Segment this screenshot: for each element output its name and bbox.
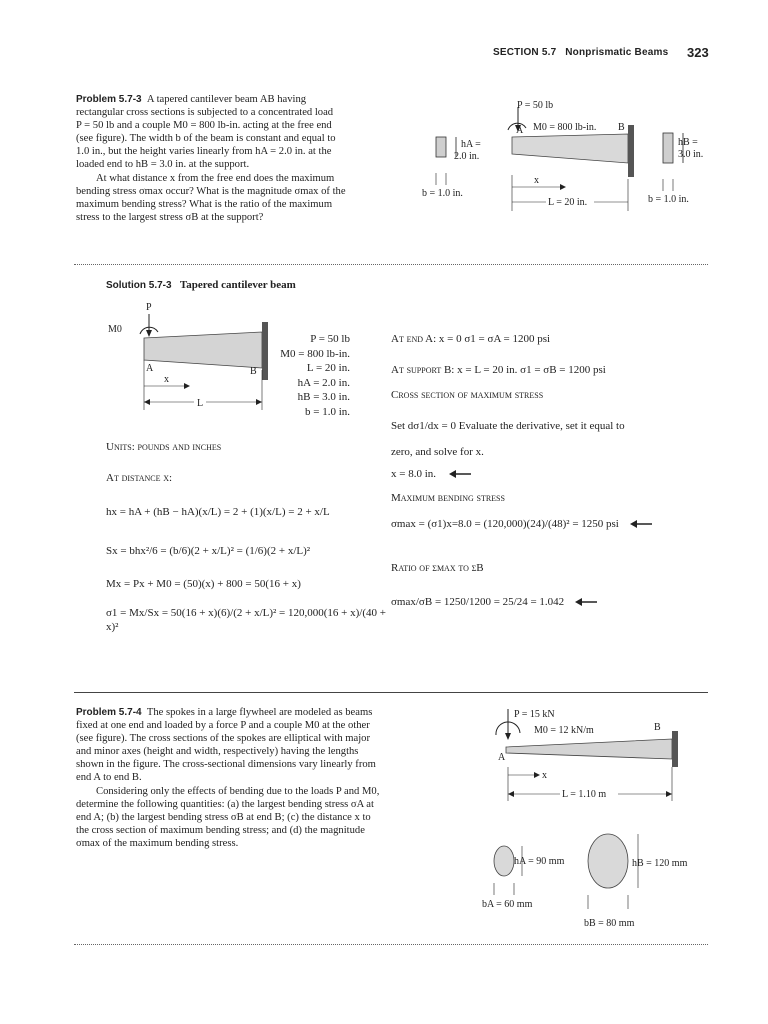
fig1-hb-value: 3.0 in.: [678, 149, 704, 160]
solve-text: zero, and solve for x.: [391, 446, 484, 458]
fig2-p-label: P = 15 kN: [514, 709, 555, 720]
ratio-heading: Ratio of σmax to σB: [391, 562, 484, 574]
max-bending-heading: Maximum bending stress: [391, 492, 505, 504]
equation-hx: hx = hA + (hB − hA)(x/L) = 2 + (1)(x/L) = 2 + x/L: [106, 506, 330, 518]
fig1-ha-value: 2.0 in.: [454, 151, 480, 162]
sol-fig-a: A: [146, 363, 154, 374]
fig1-a-label: A: [516, 125, 524, 136]
divider-2: [74, 692, 708, 693]
x-result: x = 8.0 in.: [391, 468, 471, 480]
sol-fig-p: P: [146, 302, 152, 313]
fig1-x-label: x: [534, 175, 539, 186]
fig1-b-right: b = 1.0 in.: [648, 194, 689, 205]
sol-fig-x: x: [164, 374, 169, 385]
fig2-b-label: B: [654, 722, 661, 733]
fig2-bb-label: bB = 80 mm: [584, 918, 635, 929]
fig1-p-label: P = 50 lb: [517, 100, 554, 111]
divider-3: [74, 944, 708, 945]
set-derivative-text: Set dσ1/dx = 0 Evaluate the derivative, set it equal to: [391, 420, 625, 432]
units-note: Units: pounds and inches: [106, 441, 222, 453]
ratio-result: σmax/σB = 1250/1200 = 25/24 = 1.042: [391, 596, 597, 608]
fig1-b-label: B: [618, 122, 625, 133]
sol-fig-l: L: [197, 398, 204, 409]
divider-1: [74, 264, 708, 265]
fig1-ha-label: hA =: [461, 139, 481, 150]
sol-fig-m0: M0: [108, 324, 122, 335]
solution-figure: [100, 298, 280, 416]
problem-5-7-3-text: Problem 5.7-3 A tapered cantilever beam AB having rectangular cross sections is subjected to a concentrated load P = 50 lb and a couple M0 = 800 lb-in. acting at the free end (see figure). The width b of the beam is constant and equal to 1.0 in., but the height varies linearly from hA = 2.0 in. at the loaded end to hB = 3.0 in. at the support. At what distance x from the free end does the maximum bending stress σmax occur? What is the magnitude σmax of the maximum bending stress? What is the ratio of the maximum stress to the largest stress σB at the support?: [76, 94, 346, 223]
problem-label: Problem 5.7-3: [76, 94, 142, 105]
result-arrow-icon: [449, 470, 471, 478]
figure-5-7-4: [470, 703, 710, 933]
equation-mx: Mx = Px + M0 = (50)(x) + 800 = 50(16 + x): [106, 578, 301, 590]
fig1-l-label: L = 20 in.: [548, 197, 588, 208]
fig1-m-label: M0 = 800 lb-in.: [533, 122, 597, 133]
fig2-a-label: A: [498, 752, 506, 763]
fig2-ba-label: bA = 60 mm: [482, 899, 533, 910]
problem-5-7-4-text: Problem 5.7-4 The spokes in a large flywheel are modeled as beams fixed at one end and loaded by a force P and a couple M0 at the other (see figure). The cross sections of the spokes are elliptical with major and minor axes (height and width, respectively) having the lengths shown in the figure. The cross-sectional dimensions vary linearly from end A to end B. Considering only the effects of bending due to the loads P and M0, determine the following quantities: (a) the largest bending stress σA at end A; (b) the largest bending stress σB at end B; (c) the distance x to the cross section of maximum bending stress; and (d) the magnitude σmax of the maximum bending stress.: [76, 707, 380, 849]
fig1-b-left: b = 1.0 in.: [422, 188, 463, 199]
figure-5-7-3: [420, 95, 720, 215]
running-header-section: [493, 47, 668, 58]
sigma-max-result: σmax = (σ1)x=8.0 = (120,000)(24)/(48)² = 1250 psi: [391, 518, 652, 530]
solution-heading: [106, 279, 296, 291]
problem-label: Problem 5.7-4: [76, 707, 142, 718]
equation-sigma1: σ1 = Mx/Sx = 50(16 + x)(6)/(2 + x/L)² = 120,000(16 + x)/(40 + x)²: [106, 607, 386, 633]
given-values: P = 50 lb M0 = 800 lb-in. L = 20 in. hA = 2.0 in. hB = 3.0 in. b = 1.0 in.: [280, 333, 350, 418]
at-distance-heading: At distance x:: [106, 472, 173, 484]
fig2-ha-label: hA = 90 mm: [514, 856, 565, 867]
page-number: 323: [687, 45, 709, 60]
solution-label: Solution 5.7-3: [106, 280, 172, 291]
support-b-result: At support B: x = L = 20 in. σ1 = σB = 1200 psi: [391, 364, 606, 376]
result-arrow-icon: [575, 598, 597, 606]
fig2-m-label: M0 = 12 kN/m: [534, 725, 594, 736]
sol-fig-b: B: [250, 366, 257, 377]
end-a-result: At end A: x = 0 σ1 = σA = 1200 psi: [391, 333, 551, 345]
equation-sx: Sx = bhx²/6 = (b/6)(2 + x/L)² = (1/6)(2 + x/L)²: [106, 545, 311, 557]
fig1-hb-label: hB =: [678, 137, 698, 148]
fig2-x-label: x: [542, 770, 547, 781]
section-number: SECTION 5.7: [493, 47, 557, 58]
cross-section-heading: Cross section of maximum stress: [391, 389, 544, 401]
fig2-hb-label: hB = 120 mm: [632, 858, 688, 869]
fig2-l-label: L = 1.10 m: [562, 789, 607, 800]
result-arrow-icon: [630, 520, 652, 528]
solution-title: Tapered cantilever beam: [179, 279, 296, 291]
section-title: Nonprismatic Beams: [565, 47, 669, 58]
